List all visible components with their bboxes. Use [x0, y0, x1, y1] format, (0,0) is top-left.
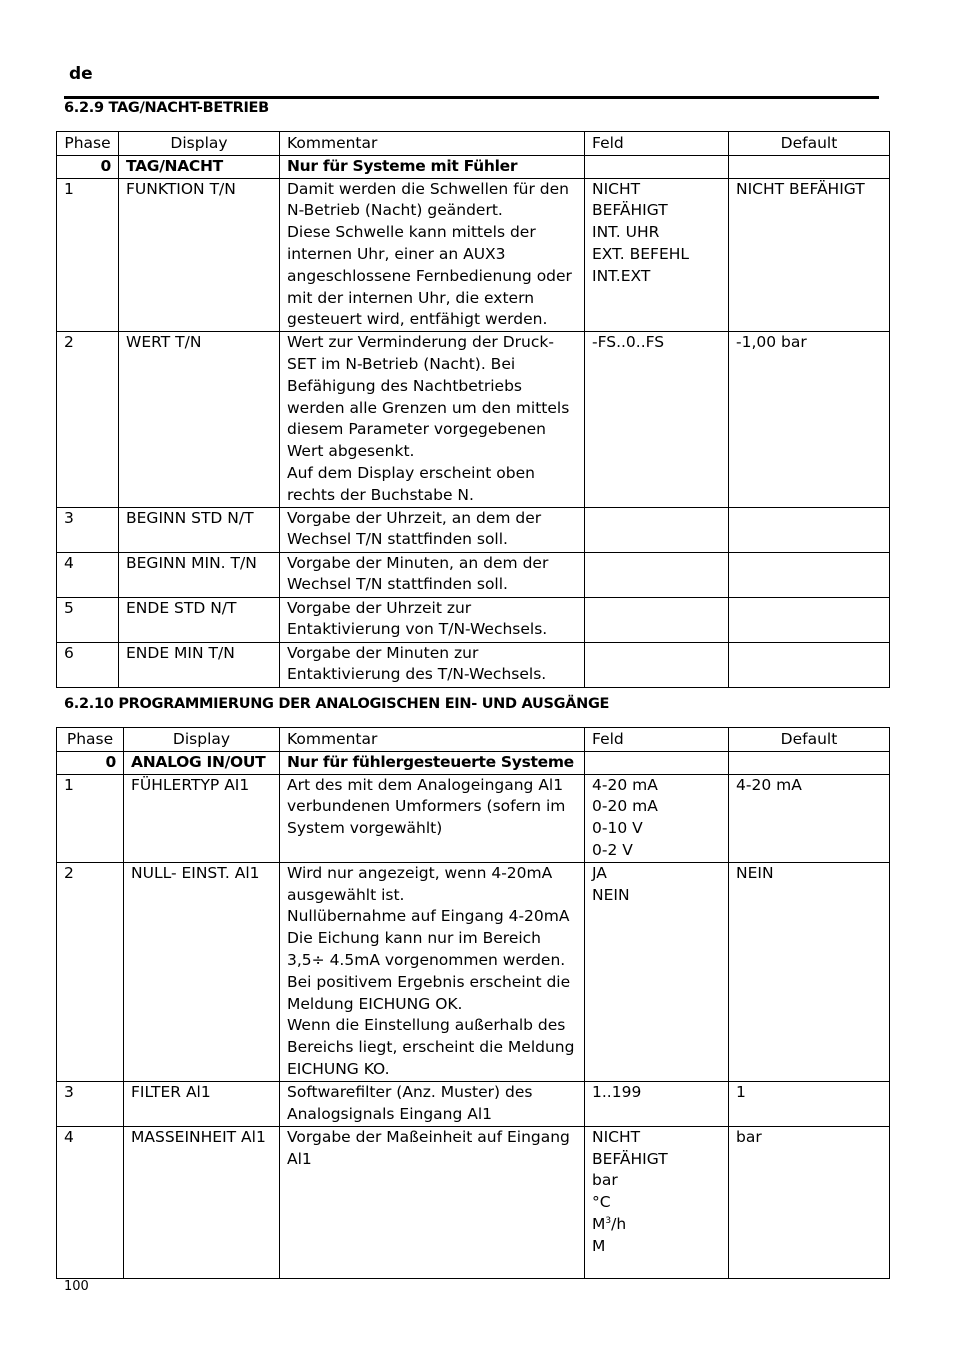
row-comment: Art des mit dem Analogeingang Al1 verbundenen Umformers (sofern im System vorgewählt)	[280, 774, 585, 862]
field-option: bar	[592, 1171, 618, 1190]
col-header-field: Feld	[585, 132, 729, 156]
row-comment: Vorgabe der Uhrzeit, an dem der Wechsel T/N stattfinden soll.	[280, 507, 585, 552]
table-row	[57, 552, 890, 597]
row-comment: Wert zur Verminderung der Druck- SET im N-Betrieb (Nacht). Bei Befähigung des Nachtbetriebs werden alle Grenzen um den mittels diesem Parameter vorgegebenen Wert abgesenkt. Auf dem Display erscheint oben rechts der Buchstabe N.	[280, 332, 585, 507]
table-row	[57, 1126, 890, 1278]
row-default: NEIN	[729, 862, 890, 1081]
language-code: de	[69, 64, 93, 84]
col-header-comment: Kommentar	[280, 132, 585, 156]
row-default: bar	[729, 1126, 890, 1278]
table-row	[57, 1081, 890, 1126]
table-day-night	[56, 131, 890, 688]
page-number: 100	[64, 1279, 89, 1294]
group-display: TAG/NACHT	[119, 155, 280, 178]
row-field	[585, 552, 729, 597]
table-row	[57, 332, 890, 507]
table-row	[57, 597, 890, 642]
col-header-field: Feld	[585, 728, 729, 752]
field-option: BEFÄHIGT	[592, 1149, 668, 1168]
row-default: -1,00 bar	[729, 332, 890, 507]
row-display: BEGINN MIN. T/N	[119, 552, 280, 597]
col-header-phase: Phase	[57, 132, 119, 156]
row-phase: 3	[57, 507, 119, 552]
row-display: FILTER Al1	[124, 1081, 280, 1126]
row-phase: 3	[57, 1081, 124, 1126]
table-analog	[56, 727, 890, 1279]
row-default	[729, 507, 890, 552]
group-phase: 0	[57, 155, 119, 178]
table-group-row	[57, 751, 890, 774]
col-header-default: Default	[729, 132, 890, 156]
row-field: -FS..0..FS	[585, 332, 729, 507]
group-display: ANALOG IN/OUT	[124, 751, 280, 774]
row-comment: Softwarefilter (Anz. Muster) des Analogsignals Eingang Al1	[280, 1081, 585, 1126]
row-display: ENDE STD N/T	[119, 597, 280, 642]
row-comment: Vorgabe der Minuten zur Entaktivierung des T/N-Wechsels.	[280, 642, 585, 687]
row-field: 1..199	[585, 1081, 729, 1126]
field-option: M	[592, 1236, 606, 1255]
row-field: NICHT BEFÄHIGT INT. UHR EXT. BEFEHL INT.EXT	[585, 178, 729, 332]
row-comment: Vorgabe der Uhrzeit zur Entaktivierung von T/N-Wechsels.	[280, 597, 585, 642]
row-field	[585, 642, 729, 687]
field-option: °C	[592, 1193, 611, 1212]
row-display: FÜHLERTYP AI1	[124, 774, 280, 862]
row-comment: Vorgabe der Maßeinheit auf Eingang Al1	[280, 1126, 585, 1278]
row-phase: 1	[57, 774, 124, 862]
row-phase: 6	[57, 642, 119, 687]
row-phase: 4	[57, 552, 119, 597]
col-header-display: Display	[119, 132, 280, 156]
field-option: NICHT	[592, 1127, 641, 1146]
row-field	[585, 507, 729, 552]
row-phase: 5	[57, 597, 119, 642]
row-phase: 2	[57, 862, 124, 1081]
row-phase: 1	[57, 178, 119, 332]
row-phase: 4	[57, 1126, 124, 1278]
row-default	[729, 597, 890, 642]
row-default	[729, 642, 890, 687]
row-display: ENDE MIN T/N	[119, 642, 280, 687]
row-display: FUNKTION T/N	[119, 178, 280, 332]
row-display: NULL- EINST. Al1	[124, 862, 280, 1081]
row-display: WERT T/N	[119, 332, 280, 507]
row-display: MASSEINHEIT Al1	[124, 1126, 280, 1278]
unit-exponent: 3	[605, 1215, 612, 1226]
row-comment: Damit werden die Schwellen für den N-Betrieb (Nacht) geändert. Diese Schwelle kann mittels der internen Uhr, einer an AUX3 angeschlossene Fernbedienung oder mit der internen Uhr, die extern gesteuert wird, entfähigt werden.	[280, 178, 585, 332]
group-phase: 0	[57, 751, 124, 774]
row-field: JA NEIN	[585, 862, 729, 1081]
row-field	[585, 597, 729, 642]
section-title-day-night: 6.2.9 TAG/NACHT-BETRIEB	[64, 100, 269, 116]
row-default: NICHT BEFÄHIGT	[729, 178, 890, 332]
row-default	[729, 552, 890, 597]
col-header-comment: Kommentar	[280, 728, 585, 752]
section-title-analog: 6.2.10 PROGRAMMIERUNG DER ANALOGISCHEN EIN- UND AUSGÄNGE	[64, 696, 610, 712]
table-header-row	[57, 728, 890, 752]
table-row	[57, 774, 890, 862]
row-default: 1	[729, 1081, 890, 1126]
table-group-row	[57, 155, 890, 178]
table-row	[57, 862, 890, 1081]
group-comment: Nur für Systeme mit Fühler	[280, 155, 585, 178]
table-row	[57, 507, 890, 552]
row-field	[585, 1126, 729, 1278]
field-option-flow-unit	[592, 1214, 721, 1236]
row-default: 4-20 mA	[729, 774, 890, 862]
col-header-display: Display	[124, 728, 280, 752]
row-phase: 2	[57, 332, 119, 507]
table-row	[57, 642, 890, 687]
unit-base: M	[592, 1214, 606, 1233]
table-row	[57, 178, 890, 332]
table-header-row	[57, 132, 890, 156]
row-comment: Wird nur angezeigt, wenn 4-20mA ausgewählt ist. Nullübernahme auf Eingang 4-20mA Die Eichung kann nur im Bereich 3,5÷ 4.5mA vorgenommen werden. Bei positivem Ergebnis erscheint die Meldung EICHUNG OK. Wenn die Einstellung außerhalb des Bereichs liegt, erscheint die Meldung EICHUNG KO.	[280, 862, 585, 1081]
header-rule	[64, 96, 879, 99]
group-comment: Nur für fühlergesteuerte Systeme	[280, 751, 585, 774]
row-display: BEGINN STD N/T	[119, 507, 280, 552]
row-field: 4-20 mA 0-20 mA 0-10 V 0-2 V	[585, 774, 729, 862]
row-comment: Vorgabe der Minuten, an dem der Wechsel T/N stattfinden soll.	[280, 552, 585, 597]
col-header-default: Default	[729, 728, 890, 752]
unit-suffix: /h	[611, 1214, 627, 1233]
col-header-phase: Phase	[57, 728, 124, 752]
